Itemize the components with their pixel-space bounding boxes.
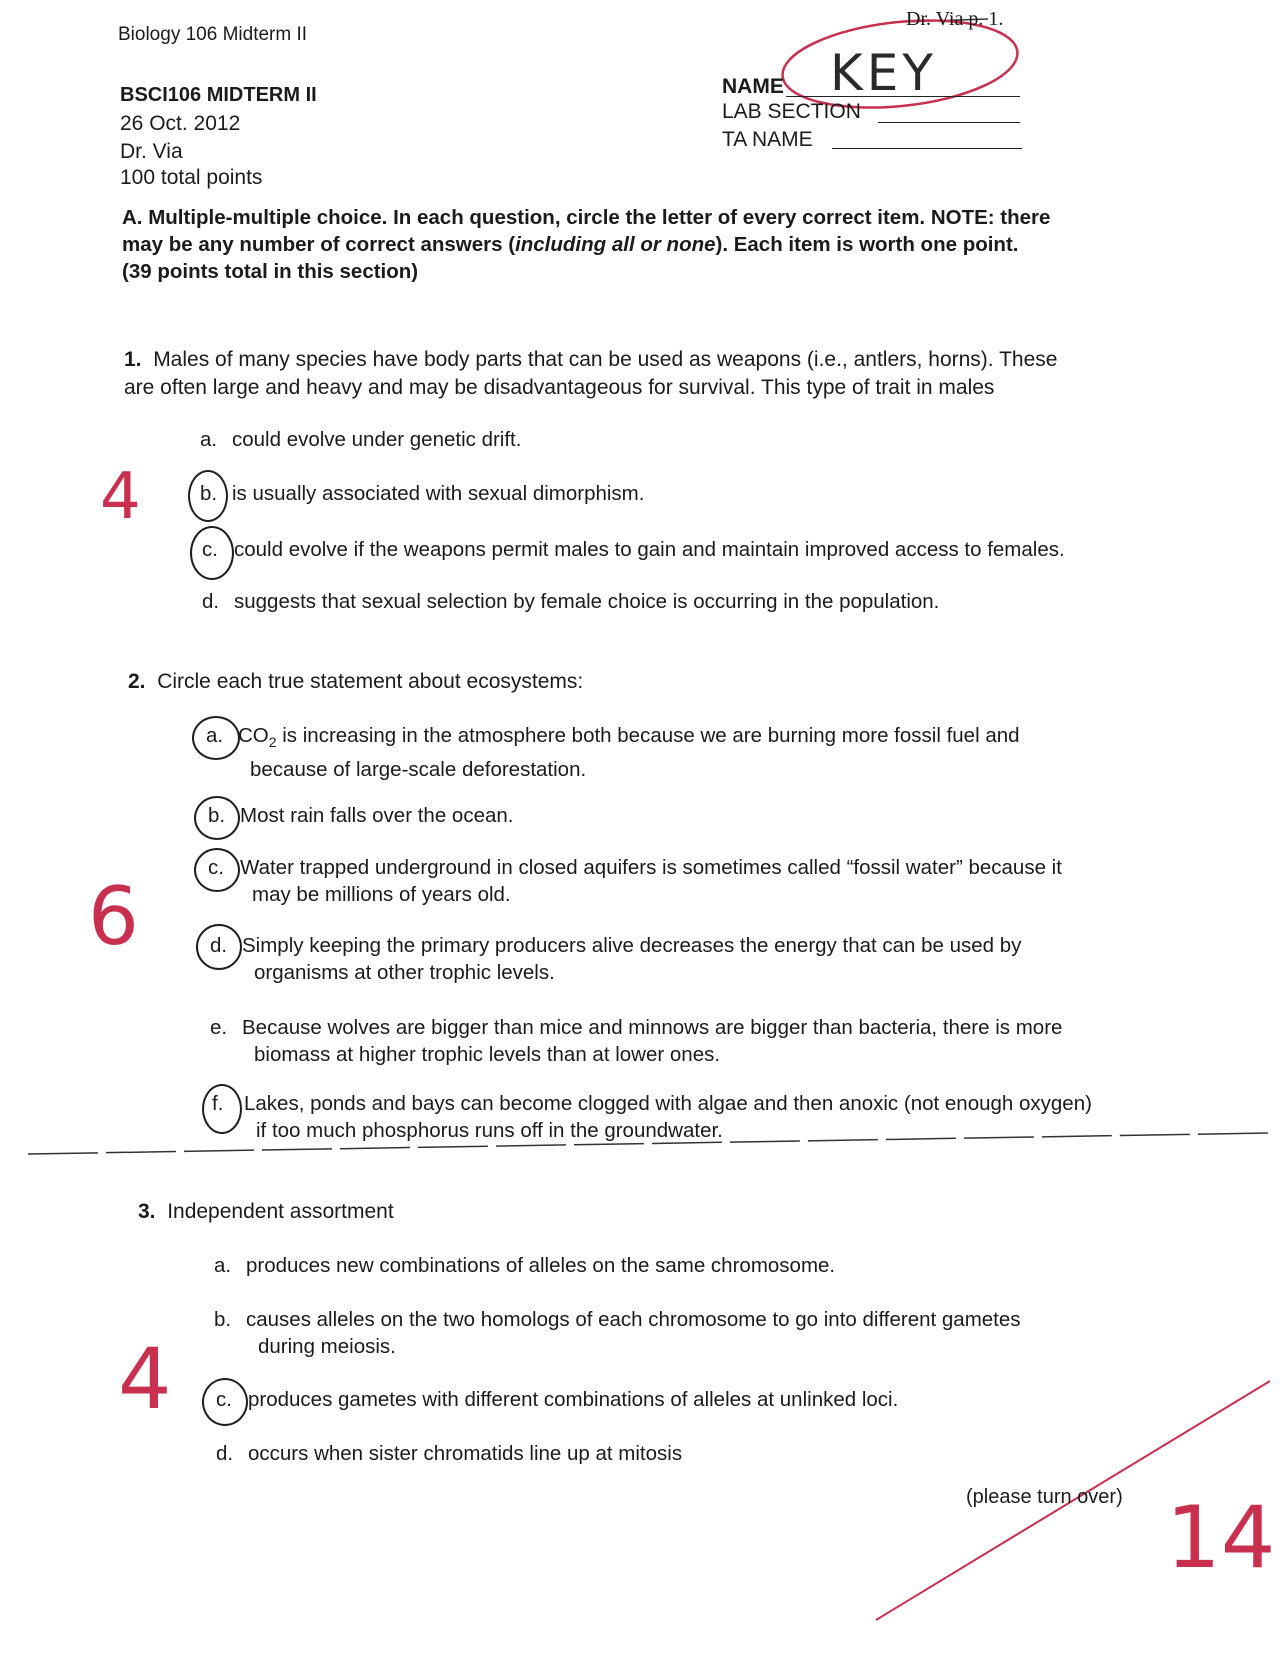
q2-option-d[interactable] xyxy=(210,932,1021,986)
q2-option-d-letter[interactable]: d. xyxy=(210,934,228,957)
q2-option-d-text: Simply keeping the primary producers alive decreases the energy that can be used by xyxy=(242,934,1022,957)
q1-option-a[interactable] xyxy=(200,426,521,453)
q2-option-e[interactable] xyxy=(210,1014,1062,1068)
q2-option-d-line-2: organisms at other trophic levels. xyxy=(254,961,555,984)
q2-option-d-line-1 xyxy=(210,932,1021,959)
name-label: NAME xyxy=(722,75,784,98)
question-2-stem-text: Circle each true statement about ecosystems: xyxy=(157,670,584,693)
q3-option-b-line-1 xyxy=(214,1306,1021,1333)
q2-option-e-letter[interactable]: e. xyxy=(210,1016,228,1039)
q1-option-a-text: could evolve under genetic drift. xyxy=(232,428,522,451)
question-3-number: 3. xyxy=(138,1200,156,1223)
q1-option-b[interactable] xyxy=(200,480,644,507)
q2-option-b-letter[interactable]: b. xyxy=(208,804,226,827)
question-1-line-1 xyxy=(124,346,1204,374)
name-value-handwritten: KEY xyxy=(830,44,937,102)
question-2-score: 6 xyxy=(88,870,139,963)
q2-option-f[interactable] xyxy=(212,1090,1092,1144)
q2-option-f-line-1 xyxy=(212,1090,1092,1117)
q2-option-e-line-1 xyxy=(210,1014,1062,1041)
question-3-stem-text: Independent assortment xyxy=(167,1200,394,1223)
q2-option-f-letter[interactable]: f. xyxy=(212,1092,224,1115)
q3-option-a-text: produces new combinations of alleles on the same chromosome. xyxy=(246,1254,836,1277)
turn-over-note: (please turn over) xyxy=(966,1486,1123,1508)
q3-option-d-letter[interactable]: d. xyxy=(216,1442,234,1465)
page-total-score: 14 xyxy=(1166,1488,1276,1588)
question-1-score: 4 xyxy=(100,460,141,534)
q1-option-a-letter[interactable]: a. xyxy=(200,428,218,451)
q2-option-a-text-start: CO xyxy=(238,724,269,747)
section-a-instructions xyxy=(122,204,1202,285)
exam-date: 26 Oct. 2012 xyxy=(120,112,241,135)
instructions-line-3: (39 points total in this section) xyxy=(122,260,419,283)
q3-option-b-letter[interactable]: b. xyxy=(214,1308,232,1331)
q1-option-c-text: could evolve if the weapons permit males to gain and maintain improved access to females. xyxy=(234,538,1065,561)
instructor-name: Dr. Via xyxy=(120,140,183,163)
q2-option-a-letter[interactable]: a. xyxy=(206,724,224,747)
q3-option-d[interactable] xyxy=(216,1440,682,1467)
question-3-score: 4 xyxy=(118,1330,172,1428)
question-3-stem xyxy=(138,1198,394,1226)
q2-option-e-text: Because wolves are bigger than mice and minnows are bigger than bacteria, there is more xyxy=(242,1016,1063,1039)
q2-option-a[interactable] xyxy=(206,722,1020,783)
q3-option-b[interactable] xyxy=(214,1306,1021,1360)
q3-option-a-letter[interactable]: a. xyxy=(214,1254,232,1277)
q2-option-e-line-2: biomass at higher trophic levels than at lower ones. xyxy=(254,1043,721,1066)
q1-option-c[interactable] xyxy=(202,536,1065,563)
question-1-stem-text: Males of many species have body parts that can be used as weapons (i.e., antlers, horns). These xyxy=(153,348,1058,371)
q2-option-c[interactable] xyxy=(208,854,1062,908)
q1-option-d[interactable] xyxy=(202,588,939,615)
q2-option-a-line-2: because of large-scale deforestation. xyxy=(250,758,587,782)
exam-code: BSCI106 MIDTERM II xyxy=(120,84,317,106)
ta-name-label: TA NAME xyxy=(722,128,813,151)
q1-option-b-letter[interactable]: b. xyxy=(200,482,218,505)
q2-option-a-line-1 xyxy=(206,722,1020,756)
course-title: Biology 106 Midterm II xyxy=(118,24,308,45)
instructions-line-2-start: may be any number of correct answers ( xyxy=(122,233,516,256)
q1-option-d-letter[interactable]: d. xyxy=(202,590,220,613)
lab-section-field-line[interactable] xyxy=(878,122,1020,123)
question-1-stem xyxy=(124,346,1204,402)
q2-option-f-text: Lakes, ponds and bays can become clogged with algae and then anoxic (not enough oxygen) xyxy=(244,1092,1092,1115)
question-2-number: 2. xyxy=(128,670,146,693)
question-1-line-2: are often large and heavy and may be disadvantageous for survival. This type of trait in males xyxy=(124,376,995,399)
instructions-line-2 xyxy=(122,231,1202,258)
instructions-emphasis: including all or none xyxy=(515,233,716,256)
question-1-number: 1. xyxy=(124,348,142,371)
instructions-line-2-end: ). Each item is worth one point. xyxy=(715,233,1019,256)
q2-option-f-line-2: if too much phosphorus runs off in the groundwater. xyxy=(256,1119,723,1142)
q1-option-b-text: is usually associated with sexual dimorphism. xyxy=(232,482,645,505)
instructions-line-1: A. Multiple-multiple choice. In each question, circle the letter of every correct item. NOTE: there xyxy=(122,206,1051,229)
q2-option-c-text: Water trapped underground in closed aquifers is sometimes called “fossil water” because it xyxy=(240,856,1062,879)
q3-option-c-letter[interactable]: c. xyxy=(216,1388,232,1411)
q2-option-c-line-1 xyxy=(208,854,1062,881)
q2-option-c-letter[interactable]: c. xyxy=(208,856,224,879)
q2-option-a-text-end: is increasing in the atmosphere both because we are burning more fossil fuel and xyxy=(276,724,1020,747)
q2-option-a-subscript: 2 xyxy=(268,734,277,751)
q3-option-c-text: produces gametes with different combinations of alleles at unlinked loci. xyxy=(248,1388,899,1411)
lab-section-label: LAB SECTION xyxy=(722,100,861,123)
q3-option-b-line-2: during meiosis. xyxy=(258,1335,396,1358)
q2-option-b-text: Most rain falls over the ocean. xyxy=(240,804,514,827)
q2-option-b[interactable] xyxy=(208,802,513,829)
q3-option-c[interactable] xyxy=(216,1386,898,1413)
ta-name-field-line[interactable] xyxy=(832,148,1022,149)
q3-option-b-text: causes alleles on the two homologs of each chromosome to go into different gametes xyxy=(246,1308,1021,1331)
page-label: Dr. Via p. 1. xyxy=(906,8,1004,30)
total-points: 100 total points xyxy=(120,166,263,189)
q3-option-a[interactable] xyxy=(214,1252,835,1279)
q3-option-d-text: occurs when sister chromatids line up at mitosis xyxy=(248,1442,683,1465)
q1-option-d-text: suggests that sexual selection by female choice is occurring in the population. xyxy=(234,590,940,613)
question-2-stem xyxy=(128,668,583,696)
q2-option-c-line-2: may be millions of years old. xyxy=(252,883,511,906)
q1-option-c-letter[interactable]: c. xyxy=(202,538,218,561)
